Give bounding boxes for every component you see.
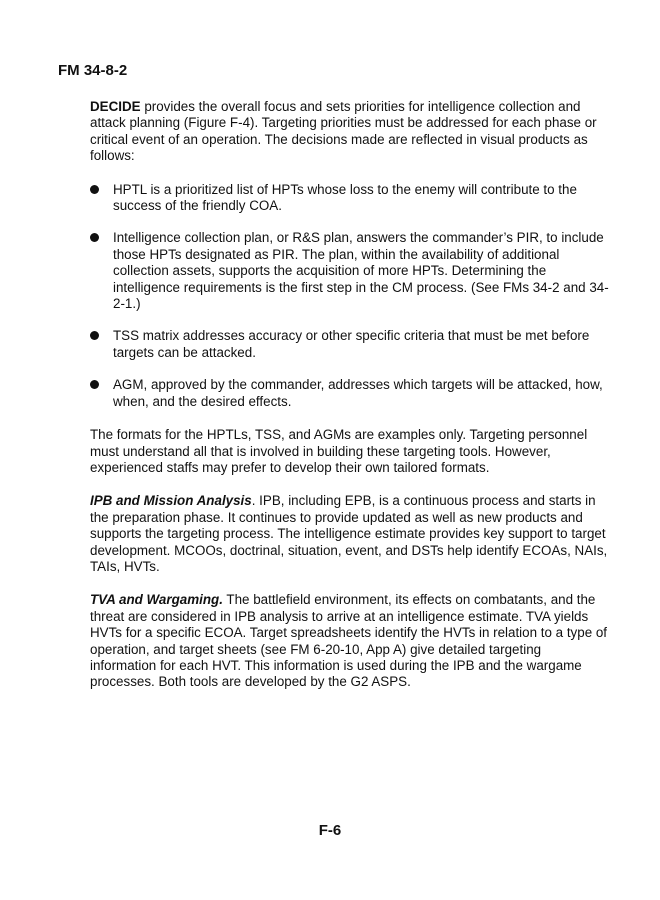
visual-products-list — [90, 182, 610, 410]
bullet-icon — [90, 331, 99, 340]
ipb-text: . IPB, including EPB, is a continuous process and starts in the preparation phase. It continues to provide updated as well as new products and supports the targeting process. The intelligence estimate provides key support to target development. MCOOs, doctrinal, situation, event, and DSTs help identify ECOAs, NAIs, TAIs, HVTs. — [90, 493, 608, 574]
list-item — [90, 182, 610, 215]
list-item-text: AGM, approved by the commander, addresses which targets will be attacked, how, when, and the desired effects. — [113, 377, 603, 409]
ipb-lead-term: IPB and Mission Analysis — [90, 493, 252, 509]
page-body — [90, 99, 610, 708]
tva-lead-term: TVA and Wargaming. — [90, 592, 223, 608]
bullet-icon — [90, 185, 99, 194]
list-item-text: TSS matrix addresses accuracy or other specific criteria that must be met before targets can be attacked. — [113, 328, 590, 360]
list-item-text: HPTL is a prioritized list of HPTs whose loss to the enemy will contribute to the success of the friendly COA. — [113, 181, 577, 214]
tva-text: The battlefield environment, its effects on combatants, and the threat are considered in IPB analysis to arrive at an intelligence estimate. TVA yields HVTs for a specific ECOA. Target spreadsheets identify the HVTs in relation to a type of operation, and target sheets (see FM 6-20-10, App A) give detailed targeting information for each HVT. This information is used during the IPB and the wargame processes. Both tools are developed by the G2 ASPS. — [90, 592, 608, 690]
formats-paragraph: The formats for the HPTLs, TSS, and AGMs are examples only. Targeting personnel must understand all that is involved in building these targeting tools. However, experienced staffs may prefer to develop their own tailored formats. — [90, 427, 588, 475]
list-item — [90, 377, 610, 410]
bullet-icon — [90, 233, 99, 242]
bullet-icon — [90, 380, 99, 389]
list-item — [90, 328, 610, 361]
list-item-text: Intelligence collection plan, or R&S plan, answers the commander’s PIR, to include those HPTs designated as PIR. The plan, within the availability of additional collection assets, supports the acquisition of more HPTs. Determining the intelligence requirements is the first step in the CM process. (See FMs 34-2 and 34-2-1.) — [113, 230, 609, 312]
page-number: F-6 — [318, 822, 342, 839]
intro-paragraph — [90, 99, 610, 165]
decide-lead-term: DECIDE — [90, 99, 141, 114]
tva-paragraph — [90, 592, 610, 690]
ipb-paragraph — [90, 493, 610, 575]
document-id-header: FM 34-8-2 — [58, 62, 128, 79]
intro-text: provides the overall focus and sets priorities for intelligence collection and attack planning (Figure F-4). Targeting priorities must be addressed for each phase or critical event of an operation. The decisions made are reflected in visual products as follows: — [90, 99, 597, 164]
list-item — [90, 230, 610, 312]
